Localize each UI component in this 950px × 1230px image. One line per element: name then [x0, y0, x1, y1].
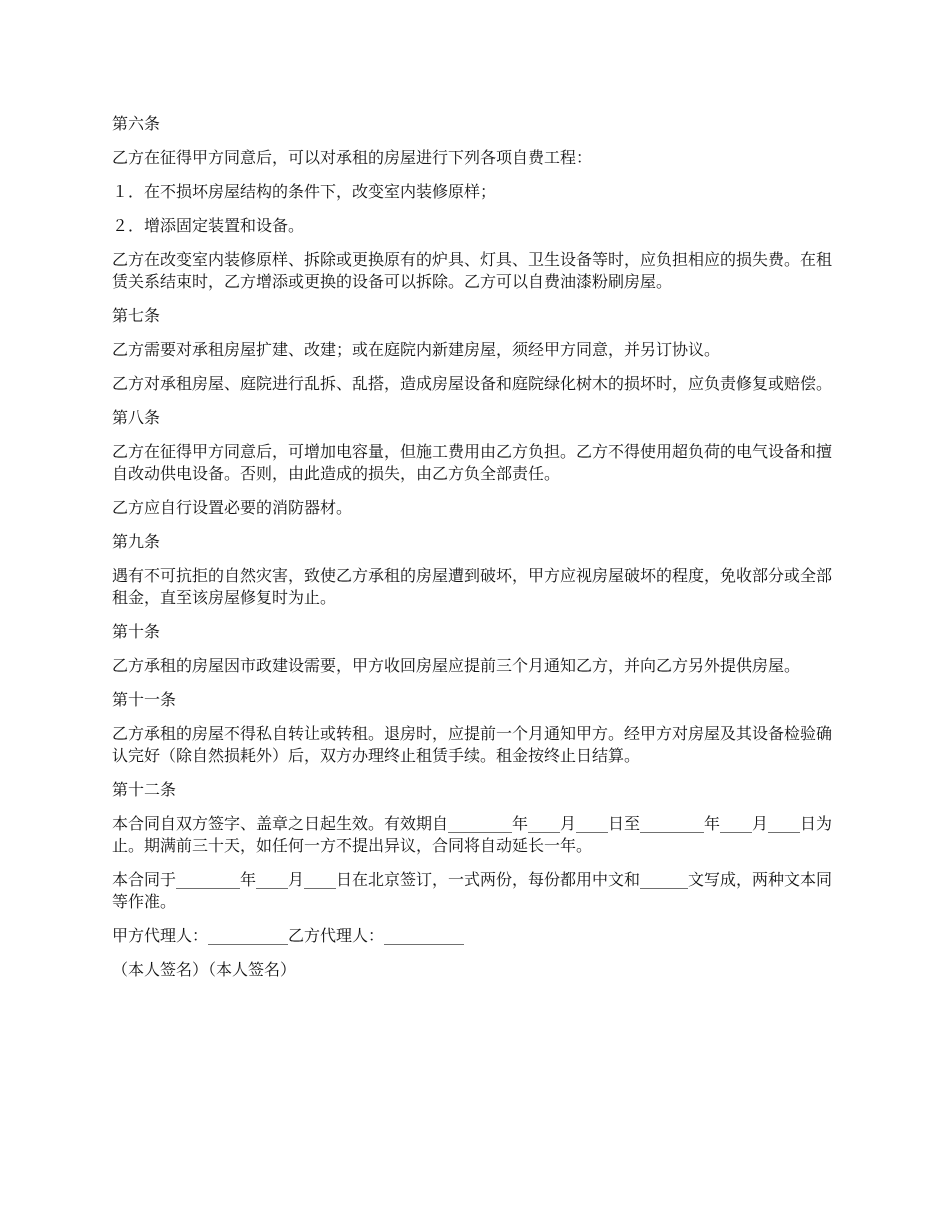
- article-9-heading: 第九条: [112, 532, 161, 551]
- article-12-heading: 第十二条: [112, 780, 177, 799]
- article-7-paragraph-2: 乙方对承租房屋、庭院进行乱拆、乱搭，造成房屋设备和庭院绿化树木的损坏时，应负责修复或赔偿。: [112, 374, 833, 393]
- article-6-detail: 乙方在改变室内装修原样、拆除或更换原有的炉具、灯具、卫生设备等时，应负担相应的损失费。在租赁关系结束时，乙方增添或更换的设备可以拆除。乙方可以自费油漆粉刷房屋。: [112, 250, 833, 291]
- article-11-heading: 第十一条: [112, 690, 177, 709]
- article-6-intro: 乙方在征得甲方同意后，可以对承租的房屋进行下列各项自费工程：: [112, 148, 593, 167]
- article-8-paragraph-2: 乙方应自行设置必要的消防器材。: [112, 498, 353, 517]
- document-body: [112, 113, 840, 993]
- article-9-paragraph: 遇有不可抗拒的自然灾害，致使乙方承租的房屋遭到破坏，甲方应视房屋破坏的程度，免收部分或全部租金，直至该房屋修复时为止。: [112, 566, 833, 607]
- article-8-heading: 第八条: [112, 408, 161, 427]
- article-7-heading: 第七条: [112, 306, 161, 325]
- article-6-item-1: １．在不损坏房屋结构的条件下，改变室内装修原样；: [112, 182, 497, 201]
- agent-signature-line: 甲方代理人：__________乙方代理人：__________: [112, 926, 465, 945]
- article-10-heading: 第十条: [112, 622, 161, 641]
- article-6-item-2: ２．增添固定装置和设备。: [112, 216, 305, 235]
- article-11-paragraph: 乙方承租的房屋不得私自转让或转租。退房时，应提前一个月通知甲方。经甲方对房屋及其设备检验确认完好（除自然损耗外）后，双方办理终止租赁手续。租金按终止日结算。: [112, 724, 833, 765]
- article-12-signing: 本合同于________年____月____日在北京签订，一式两份，每份都用中文和______文写成，两种文本同等作准。: [112, 870, 833, 911]
- article-8-paragraph-1: 乙方在征得甲方同意后，可增加电容量，但施工费用由乙方负担。乙方不得使用超负荷的电气设备和擅自改动供电设备。否则，由此造成的损失，由乙方负全部责任。: [112, 442, 833, 483]
- article-12-validity: 本合同自双方签字、盖章之日起生效。有效期自________年____月____日至________年____月____日为止。期满前三十天，如任何一方不提出异议，合同将自动延长一年。: [112, 814, 833, 855]
- article-10-paragraph: 乙方承租的房屋因市政建设需要，甲方收回房屋应提前三个月通知乙方，并向乙方另外提供房屋。: [112, 656, 801, 675]
- article-7-paragraph-1: 乙方需要对承租房屋扩建、改建；或在庭院内新建房屋，须经甲方同意，并另订协议。: [112, 340, 721, 359]
- article-6-heading: 第六条: [112, 114, 161, 133]
- signature-note: （本人签名）（本人签名）: [112, 960, 297, 979]
